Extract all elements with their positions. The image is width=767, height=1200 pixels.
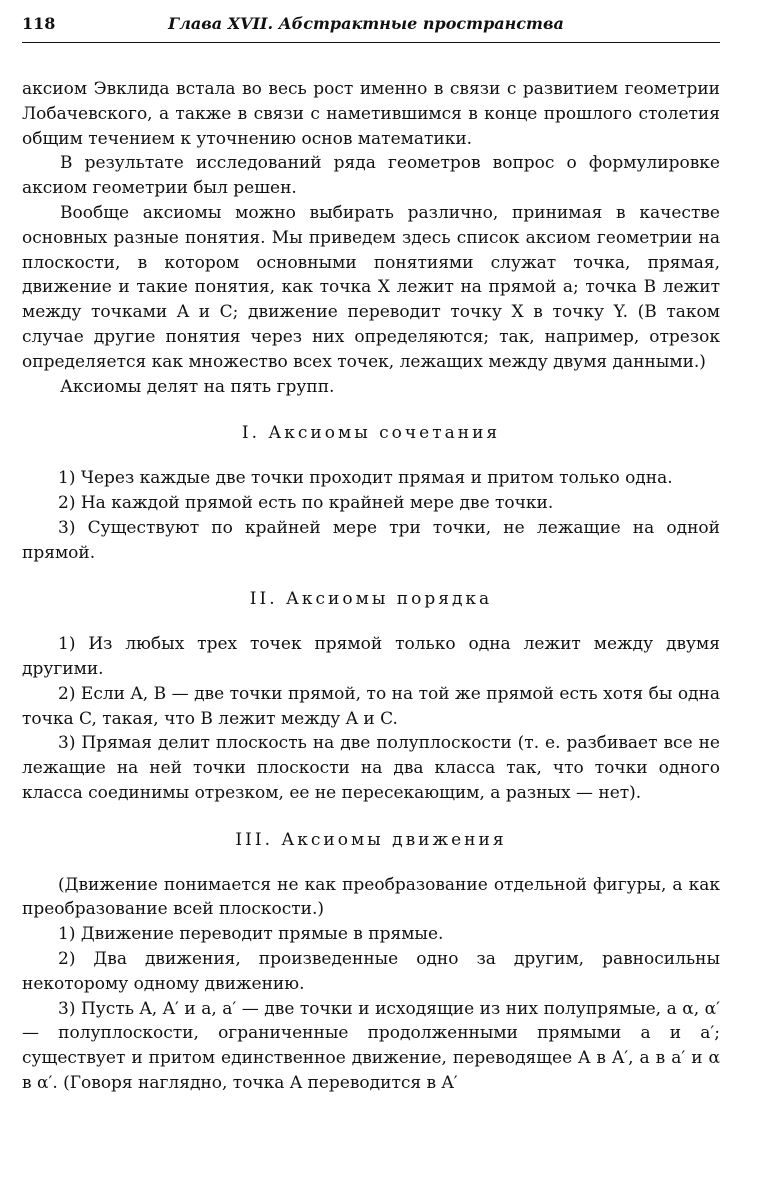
axiom-item: 2) Два движения, произведенные одно за другим, равносильны некоторому одному движению. (22, 948, 720, 994)
axiom-item: 2) На каждой прямой есть по крайней мере две точки. (58, 492, 554, 513)
running-head: Глава XVII. Абстрактные пространства (168, 14, 564, 33)
axiom-item: 3) Существуют по крайней мере три точки, не лежащие на одной прямой. (22, 517, 720, 563)
page-header (22, 14, 720, 43)
axiom-item: (Движение понимается не как преобразование отдельной фигуры, а как преобразование всей плоскости.) (22, 874, 720, 920)
axiom-item: 1) Из любых трех точек прямой только одна лежит между двумя другими. (22, 634, 720, 679)
paragraph: аксиом Эвклида встала во весь рост именно в связи с развитием геометрии Лобачевского, а также в связи с наметившимся в конце прошлого столетия общим течением к уточнению основ математики. (22, 79, 720, 149)
section-heading: III. Аксиомы движения (235, 829, 507, 850)
page-body (22, 77, 720, 1096)
axiom-item: 1) Движение переводит прямые в прямые. (58, 924, 444, 945)
axiom-item: 1) Через каждые две точки проходит прямая и притом только одна. (58, 468, 673, 489)
axiom-item: 3) Прямая делит плоскость на две полуплоскости (т. е. разбивает все не лежащие на ней точки плоскости на два класса так, что точки одного класса соединимы отрезком, ее не пересекающим, а разных — нет). (22, 733, 720, 803)
axiom-item: 3) Пусть A, A′ и a, a′ — две точки и исходящие из них полупрямые, а α, α′ — полуплоскости, ограниченные продолженными прямыми a и a′; существует и притом единственное движение, переводящее A в A′, a в a′ и α в α′. (Говоря наглядно, точка A переводится в A′ (22, 998, 720, 1093)
paragraph: Вообще аксиомы можно выбирать различно, принимая в качестве основных разные понятия. Мы приведем здесь список аксиом геометрии на плоскости, в котором основными понятиями служат точка, прямая, движение и такие понятия, как точка X лежит на прямой a; точка B лежит между точками A и C; движение переводит точку X в точку Y. (В таком случае другие понятия через них определяются; так, например, отрезок определяется как множество всех точек, лежащих между двумя данными.) (22, 202, 720, 372)
paragraph: Аксиомы делят на пять групп. (60, 376, 335, 397)
axiom-item: 2) Если A, B — две точки прямой, то на той же прямой есть хотя бы одна точка C, такая, что B лежит между A и C. (22, 683, 720, 729)
paragraph: В результате исследований ряда геометров вопрос о формулировке аксиом геометрии был решен. (22, 153, 720, 199)
page-number: 118 (22, 14, 56, 33)
section-heading: II. Аксиомы порядка (249, 589, 493, 610)
book-page (22, 14, 720, 1096)
section-heading: I. Аксиомы сочетания (241, 423, 501, 444)
